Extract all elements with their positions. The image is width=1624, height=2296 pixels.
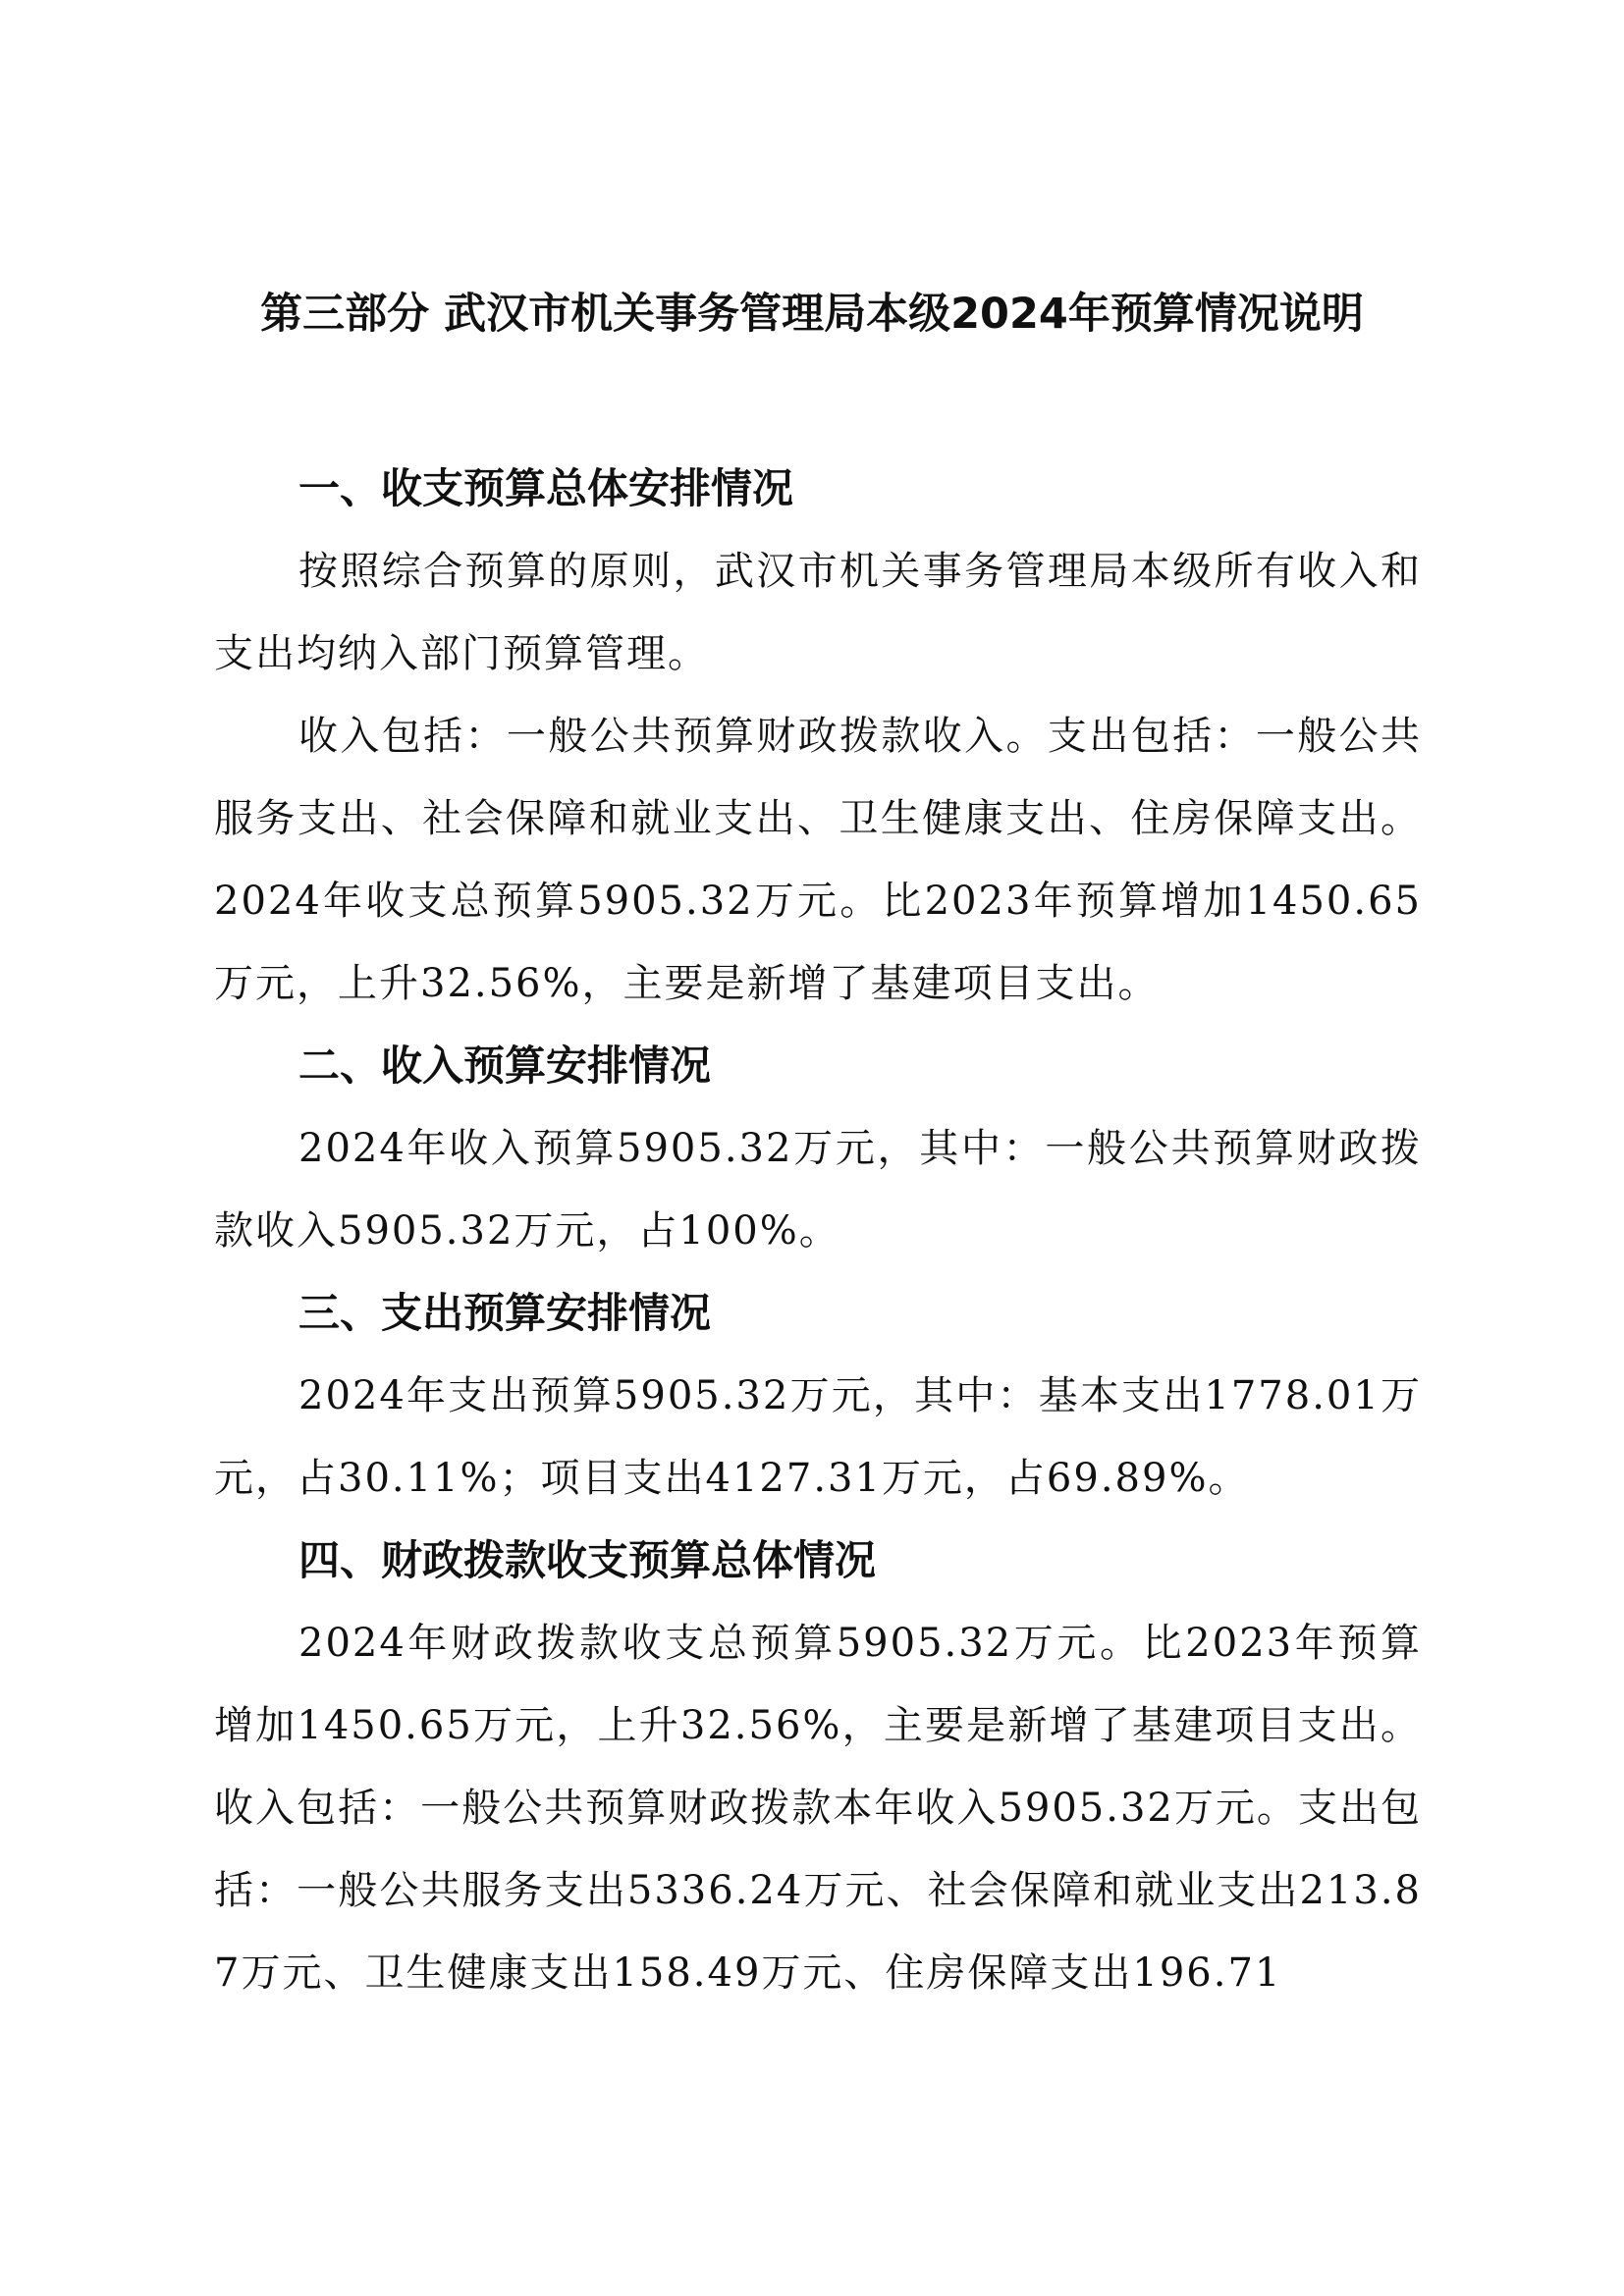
section-heading-income: 二、收入预算安排情况: [298, 1041, 712, 1090]
document-body: [214, 448, 1422, 2014]
section-paragraph: 按照综合预算的原则，武汉市机关事务管理局本级所有收入和支出均纳入部门预算管理。: [214, 549, 1422, 676]
page-title: 第三部分 武汉市机关事务管理局本级2024年预算情况说明: [260, 290, 1364, 339]
section-heading-fiscal-appropriation: 四、财政拨款收支预算总体情况: [298, 1536, 877, 1584]
section-paragraph: 2024年收入预算5905.32万元，其中：一般公共预算财政拨款收入5905.32万元，占100%。: [214, 1126, 1422, 1254]
section-paragraph: 2024年支出预算5905.32万元，其中：基本支出1778.01万元，占30.11%；项目支出4127.31万元，占69.89%。: [214, 1373, 1422, 1501]
section-heading-overall: 一、收支预算总体安排情况: [298, 464, 794, 512]
section-paragraph: 收入包括：一般公共预算财政拨款收入。支出包括：一般公共服务支出、社会保障和就业支出、卫生健康支出、住房保障支出。2024年收支总预算5905.32万元。比2023年预算增加1450.65万元，上升32.56%，主要是新增了基建项目支出。: [214, 714, 1422, 1006]
section-paragraph: 2024年财政拨款收支总预算5905.32万元。比2023年预算增加1450.65万元，上升32.56%，主要是新增了基建项目支出。收入包括：一般公共预算财政拨款本年收入5905.32万元。支出包括：一般公共服务支出5336.24万元、社会保障和就业支出213.87万元、卫生健康支出158.49万元、住房保障支出196.71: [214, 1621, 1422, 1996]
section-heading-expenditure: 三、支出预算安排情况: [298, 1289, 712, 1337]
